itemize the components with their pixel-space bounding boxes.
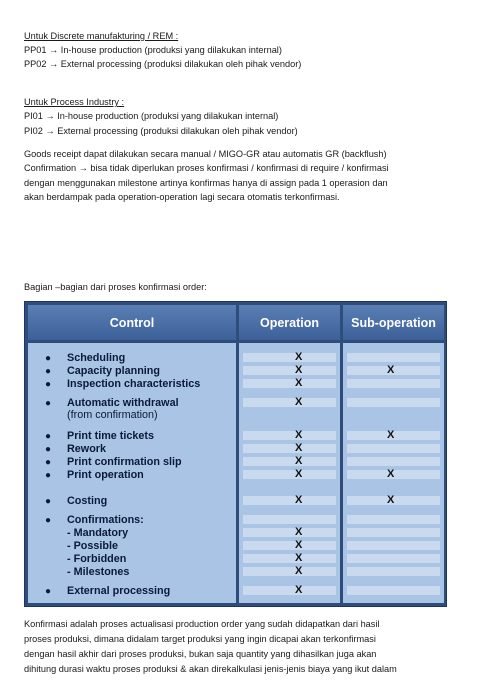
section1-line-1: PP01 → In-house production (produksi yang dilakukan internal) [24, 45, 282, 55]
confirmation-table [24, 301, 447, 607]
para2-line-1: Konfirmasi adalah proses actualisasi production order yang sudah didapatkan dari hasil [24, 619, 380, 629]
table-row: - Milestones [67, 566, 130, 578]
row-band [243, 515, 336, 524]
row-band [243, 470, 336, 479]
row-band [243, 379, 336, 388]
x-mark: X [295, 584, 303, 596]
section1-line-2: PP02 → External processing (produksi dilakukan oleh pihak vendor) [24, 59, 302, 69]
x-mark: X [295, 396, 303, 408]
section2-line-2: PI02 → External processing (produksi dilakukan oleh pihak vendor) [24, 126, 298, 136]
x-mark: X [295, 364, 303, 376]
row-band [243, 398, 336, 407]
x-mark: X [387, 494, 395, 506]
row-band [347, 586, 440, 595]
row-band [347, 567, 440, 576]
x-mark: X [387, 468, 395, 480]
x-mark: X [295, 526, 303, 538]
row-band [347, 554, 440, 563]
x-mark: X [295, 468, 303, 480]
row-band [347, 398, 440, 407]
header-control: Control [28, 305, 236, 340]
table-row-note: (from confirmation) [67, 409, 158, 421]
x-mark: X [295, 539, 303, 551]
row-band [347, 444, 440, 453]
header-sub-operation: Sub-operation [343, 305, 444, 340]
row-band [243, 586, 336, 595]
control-column: ● Scheduling ● Capacity planning ● Inspection characteristics ● Automatic withdrawal (from confirmation) ● Print time tickets ● Rework ● Print confirmation slip ● Print operation ● Costing ● Confirmations: - Mandatory - Possible - Forbidden - Milestones ● External processing [28, 343, 236, 603]
x-mark: X [295, 377, 303, 389]
para2-line-3: dengan hasil akhir dari proses produksi, bukan saja quantity yang dihasilkan juga akan [24, 649, 377, 659]
x-mark: X [295, 455, 303, 467]
row-band [347, 541, 440, 550]
para2-line-2: proses produksi, dimana didalam target produksi yang ingin dicapai akan terkonfirmasi [24, 634, 376, 644]
row-band [243, 457, 336, 466]
x-mark: X [295, 494, 303, 506]
row-band [243, 528, 336, 537]
para2-line-4: dihitung durasi waktu proses produksi & akan direkalkulasi jenis-jenis biaya yang ikut dalam [24, 664, 397, 674]
x-mark: X [387, 429, 395, 441]
row-band [243, 444, 336, 453]
row-band [347, 515, 440, 524]
section1-heading: Untuk Discrete manufakturing / REM : [24, 31, 179, 41]
row-band [347, 457, 440, 466]
para1-line-1: Goods receipt dapat dilakukan secara manual / MIGO-GR atau automatis GR (backflush) [24, 149, 387, 159]
x-mark: X [295, 565, 303, 577]
table-row: - Mandatory [67, 527, 129, 539]
table-caption: Bagian –bagian dari proses konfirmasi order: [24, 282, 207, 292]
section2-line-1: PI01 → In-house production (produksi yang dilakukan internal) [24, 111, 279, 121]
x-mark: X [295, 429, 303, 441]
operation-column [239, 343, 340, 603]
row-band [243, 366, 336, 375]
x-mark: X [295, 552, 303, 564]
section2-heading: Untuk Process Industry : [24, 97, 125, 107]
x-mark: X [387, 364, 395, 376]
para1-line-4: akan berdampak pada operation-operation lagi secara otomatis terkonfirmasi. [24, 192, 340, 202]
sub-operation-column [343, 343, 444, 603]
para1-line-3: dengan menggunakan milestone artinya konfirmas hanya di assign pada 1 operasion dan [24, 178, 388, 188]
row-band [243, 431, 336, 440]
row-band [243, 554, 336, 563]
table-row: - Possible [67, 540, 119, 552]
row-band [347, 353, 440, 362]
row-band [347, 379, 440, 388]
table-row: - Forbidden [67, 553, 127, 565]
para1-line-2: Confirmation → bisa tidak diperlukan proses konfirmasi / konfirmasi di require / konfirmasi [24, 163, 389, 173]
row-band [243, 567, 336, 576]
row-band [243, 496, 336, 505]
x-mark: X [295, 442, 303, 454]
row-band [347, 528, 440, 537]
row-band [243, 353, 336, 362]
x-mark: X [295, 351, 303, 363]
row-band [243, 541, 336, 550]
header-operation: Operation [239, 305, 340, 340]
